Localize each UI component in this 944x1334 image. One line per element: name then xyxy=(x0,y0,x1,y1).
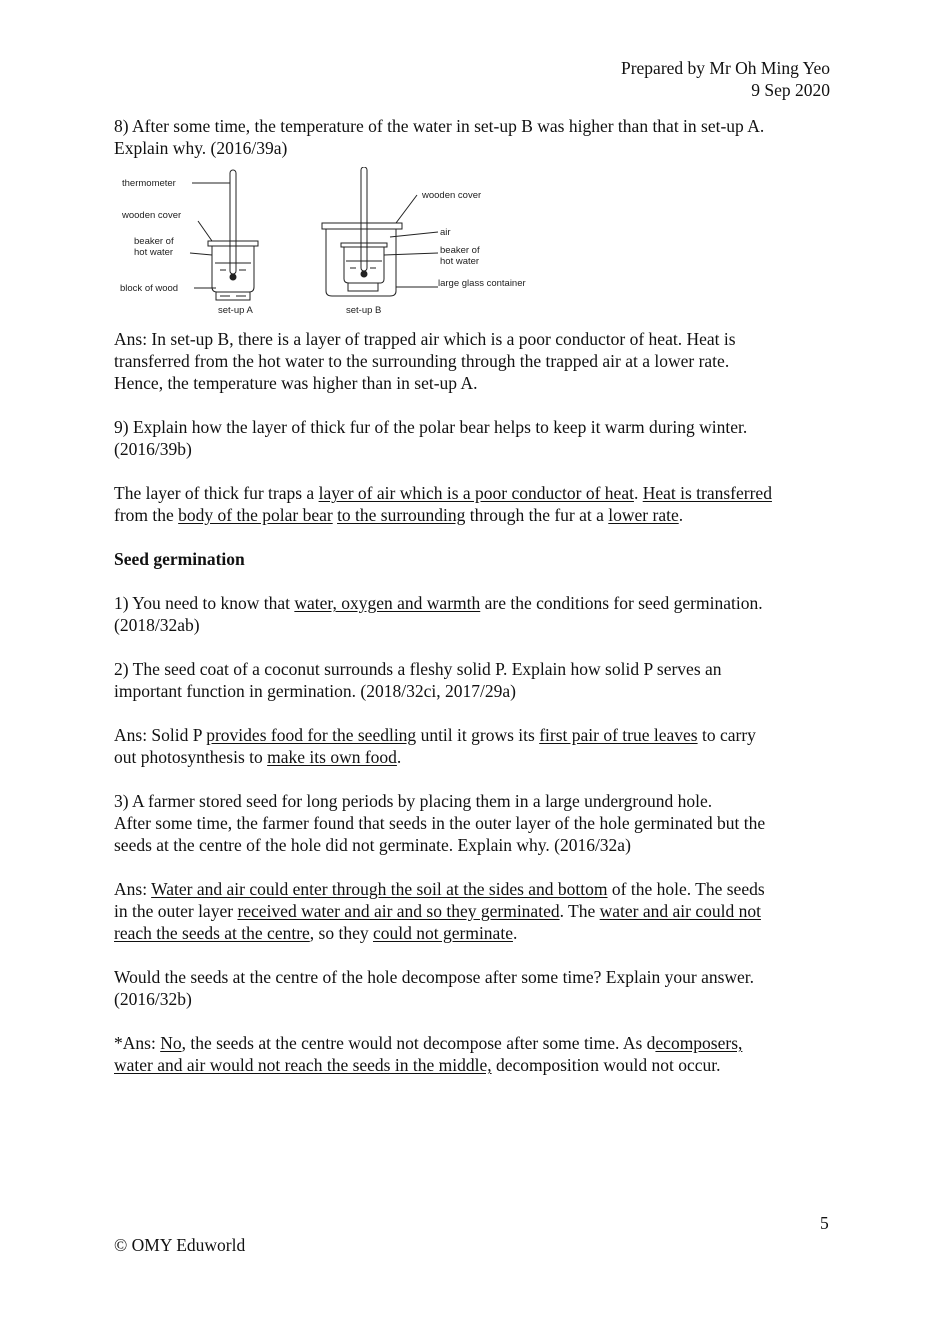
s1-line-2: (2018/32ab) xyxy=(114,615,200,635)
label-wooden-cover-a: wooden cover xyxy=(122,210,182,221)
s3-answer-line-1: Ans: Water and air could enter through the soil at the sides and bottom of the hole. The seeds xyxy=(114,879,765,899)
s3-question-line-1: 3) A farmer stored seed for long periods by placing them in a large underground hole. xyxy=(114,791,713,811)
s4-answer-line-2: water and air would not reach the seeds in the middle, decomposition would not occur. xyxy=(114,1055,721,1075)
label-beaker-b-2: hot water xyxy=(440,256,480,267)
label-air: air xyxy=(440,227,451,238)
date-line: 9 Sep 2020 xyxy=(751,80,830,100)
page-number: 5 xyxy=(820,1213,829,1233)
s2-answer-line-1: Ans: Solid P provides food for the seedling until it grows its first pair of true leaves to carry xyxy=(114,725,756,745)
copyright-footer: © OMY Eduworld xyxy=(114,1235,246,1255)
s1-line-1: 1) You need to know that water, oxygen and warmth are the conditions for seed germination. xyxy=(114,593,763,613)
s4-question-line-1: Would the seeds at the centre of the hole decompose after some time? Explain your answer. xyxy=(114,967,755,987)
author-line: Prepared by Mr Oh Ming Yeo xyxy=(620,58,830,78)
setup-a-figure xyxy=(190,170,258,300)
q8-question-line-2: Explain why. (2016/39a) xyxy=(114,138,288,158)
q9-question-line-2: (2016/39b) xyxy=(114,439,192,459)
q9-answer-line-1: The layer of thick fur traps a layer of air which is a poor conductor of heat. Heat is transferred xyxy=(114,483,772,503)
label-wooden-cover-b: wooden cover xyxy=(422,190,482,201)
label-setup-a: set-up A xyxy=(218,305,253,316)
label-beaker-a-1: beaker of xyxy=(134,236,174,247)
q9-question-line-1: 9) Explain how the layer of thick fur of the polar bear helps to keep it warm during winter. xyxy=(114,417,748,437)
s4-question-line-2: (2016/32b) xyxy=(114,989,192,1009)
q9-answer-line-2: from the body of the polar bear to the surrounding through the fur at a lower rate. xyxy=(114,505,684,525)
s3-answer-line-2: in the outer layer received water and air and so they germinated. The water and air could not xyxy=(114,901,761,921)
s2-answer-line-2: out photosynthesis to make its own food. xyxy=(114,747,402,767)
q8-question-line-1: 8) After some time, the temperature of the water in set-up B was higher than that in set-up A. xyxy=(114,116,765,136)
heat-setup-diagram xyxy=(120,167,560,317)
label-beaker-b-1: beaker of xyxy=(440,245,480,256)
s3-question-line-2: After some time, the farmer found that seeds in the outer layer of the hole germinated but the xyxy=(114,813,766,833)
label-block-of-wood: block of wood xyxy=(120,283,179,294)
label-setup-b: set-up B xyxy=(346,305,382,316)
s2-question-line-1: 2) The seed coat of a coconut surrounds a fleshy solid P. Explain how solid P serves an xyxy=(114,659,722,679)
s4-answer-line-1: *Ans: No, the seeds at the centre would not decompose after some time. As decomposers, xyxy=(114,1033,743,1053)
q8-answer-line-1: Ans: In set-up B, there is a layer of trapped air which is a poor conductor of heat. Heat is xyxy=(114,329,736,349)
s3-question-line-3: seeds at the centre of the hole did not germinate. Explain why. (2016/32a) xyxy=(114,835,631,855)
q8-answer-line-3: Hence, the temperature was higher than in set-up A. xyxy=(114,373,478,393)
main-content xyxy=(114,115,834,1076)
label-beaker-a-2: hot water xyxy=(134,247,174,258)
s2-question-line-2: important function in germination. (2018/32ci, 2017/29a) xyxy=(114,681,516,701)
setup-b-figure xyxy=(322,167,438,296)
s3-answer-line-3: reach the seeds at the centre, so they could not germinate. xyxy=(114,923,518,943)
section-title: Seed germination xyxy=(114,549,245,569)
label-thermometer: thermometer xyxy=(122,178,176,189)
label-large-glass-container: large glass container xyxy=(438,278,526,289)
page-header xyxy=(621,57,830,101)
q8-answer-line-2: transferred from the hot water to the surrounding through the trapped air at a lower rate. xyxy=(114,351,730,371)
